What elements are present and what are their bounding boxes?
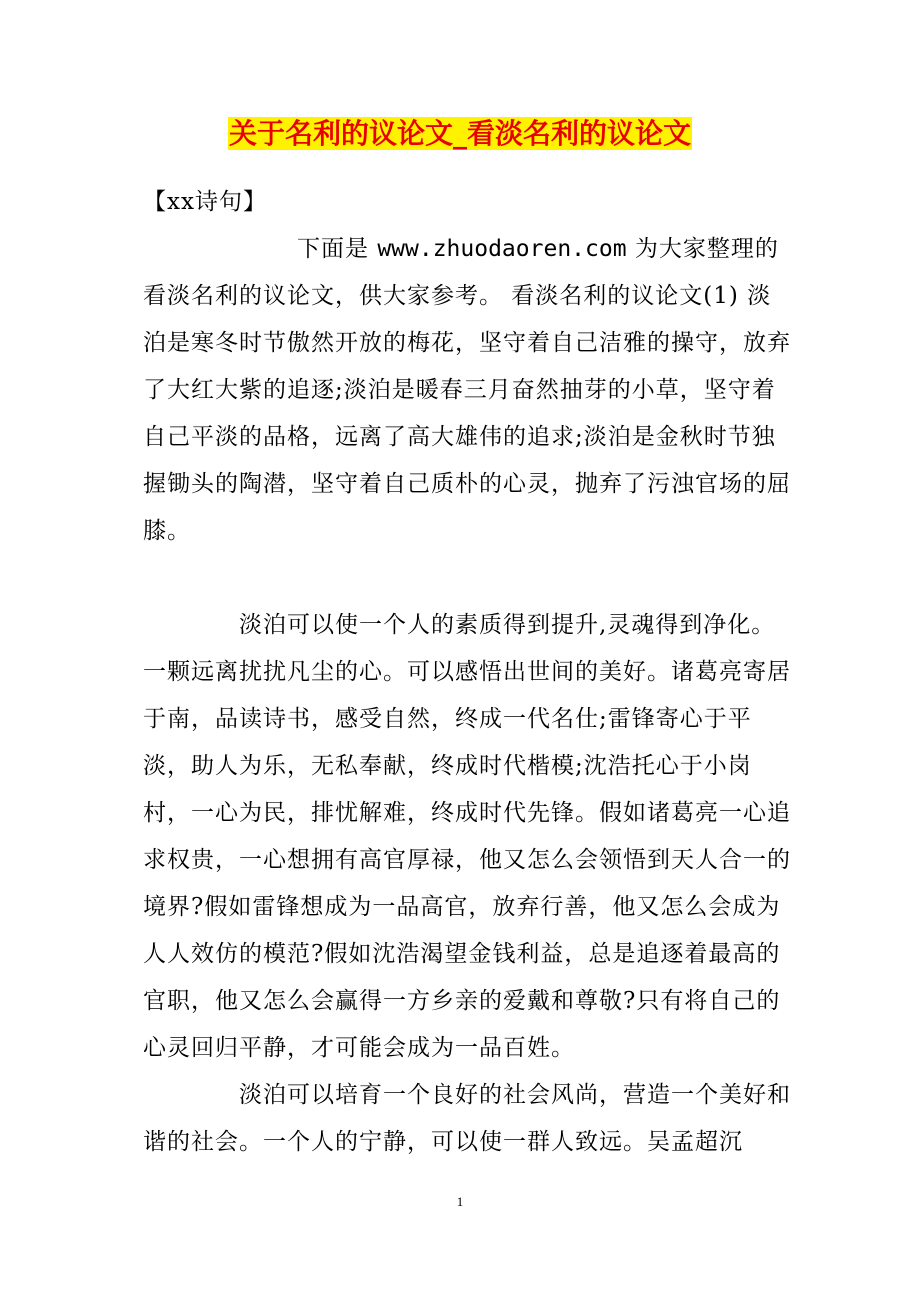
intro-prefix: 下面是	[297, 236, 378, 262]
document-title	[0, 112, 920, 156]
body-paragraph-3: 淡泊可以培育一个良好的社会风尚，营造一个美好和谐的社会。一个人的宁静，可以使一群人致远。吴孟超沉	[143, 1082, 791, 1155]
document-body	[143, 179, 791, 1166]
intro-url: www.zhuodaoren.com	[377, 236, 627, 262]
paragraph-gap	[143, 555, 791, 602]
intro-suffix: 为大家整理的看淡名利的议论文，供大家参考。 看淡名利的议论文(1) 淡泊是寒冬时节傲然开放的梅花，坚守着自己洁雅的操守，放弃了大红大紫的追逐;淡泊是暖春三月奋然抽芽的小草，坚守着自己平淡的品格，远离了高大雄伟的追求;淡泊是金秋时节独握锄头的陶潜，坚守着自己质朴的心灵，抛弃了污浊官场的屈膝。	[143, 236, 791, 544]
title-highlight: 关于名利的议论文_看淡名利的议论文	[228, 117, 691, 150]
intro-paragraph	[143, 226, 791, 555]
tag-line: 【xx诗句】	[143, 189, 267, 215]
body-paragraph-2: 淡泊可以使一个人的素质得到提升,灵魂得到净化。一颗远离扰扰凡尘的心。可以感悟出世间的美好。诸葛亮寄居于南，品读诗书，感受自然，终成一代名仕;雷锋寄心于平淡，助人为乐，无私奉献，终成时代楷模;沈浩托心于小岗村，一心为民，排忧解难，终成时代先锋。假如诸葛亮一心追求权贵，一心想拥有高官厚禄，他又怎么会领悟到天人合一的境界?假如雷锋想成为一品高官，放弃行善，他又怎么会成为人人效仿的模范?假如沈浩渴望金钱利益，总是追逐着最高的官职，他又怎么会赢得一方乡亲的爱戴和尊敬?只有将自己的心灵回归平静，才可能会成为一品百姓。	[143, 612, 791, 1061]
page-number: 1	[456, 1194, 464, 1209]
